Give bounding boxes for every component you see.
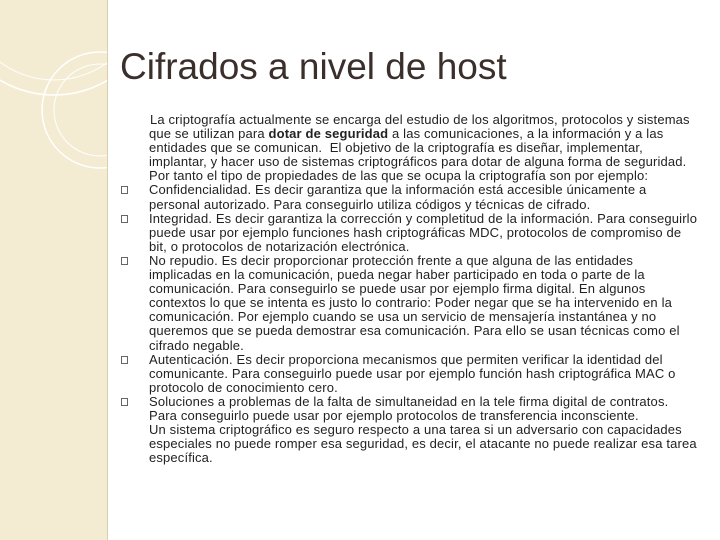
intro-text-start: La criptografía actualmente se encarga del estudio de los algoritmos, protocolos y sistemas que se utilizan para [149,112,690,142]
slide-body [118,113,698,465]
decorative-circle [0,0,107,95]
slide-title: Cifrados a nivel de host [120,46,507,87]
intro-bold-text: dotar de seguridad [268,126,389,142]
decorative-circles [0,0,107,540]
decorative-circle [0,0,107,80]
bullet-item-integridad [118,212,698,254]
bullet-text: Integridad. Es decir garantiza la corrección y completitud de la información. Para conseguirlo puede usar por ejemplo funciones hash criptográficas MDC, protocolos de compromiso de bit, o protocolos de notarización electrónica. [149,210,698,254]
bullet-item-autenticacion [118,353,698,395]
bullet-box-icon [121,398,128,406]
bullet-text: Confidencialidad. Es decir garantiza que la información está accesible únicamente a personal autorizado. Para conseguirlo utiliza códigos y técnicas de cifrado. [149,182,647,212]
bullet-item-confidencialidad [118,183,698,211]
intro-paragraph [118,113,698,183]
decorative-sidebar [0,0,107,540]
decorative-circle [54,64,107,156]
bullet-box-icon [121,356,128,364]
bullet-item-no-repudio [118,254,698,353]
bullet-text: Autenticación. Es decir proporciona mecanismos que permiten verificar la identidad del comunicante. Para conseguirlo puede usar por ejemplo función hash criptográfica MAC o protocolo de conocimiento cero. [149,351,676,395]
sidebar-divider [107,0,108,540]
bullet-text: No repudio. Es decir proporcionar protección frente a que alguna de las entidades implicadas en la comunicación, pueda negar haber participado en toda o parte de la comunicación. Para conseguirlo se puede usar por ejemplo firma digital. En algunos contextos lo que se intenta es justo lo contrario: Poder negar que se ha intervenido en la comunicación. Por ejemplo cuando se usa un servicio de mensajería instantánea y no queremos que se pueda demostrar esa comunicación. Para ello se usan técnicas como el cifrado negable. [149,252,680,353]
bullet-text: Soluciones a problemas de la falta de simultaneidad en la tele firma digital de contratos. Para conseguirlo puede usar por ejemplo protocolos de transferencia inconsciente. [149,393,669,423]
bullet-box-icon [121,257,128,265]
bullet-box-icon [121,186,128,194]
bullet-box-icon [121,215,128,223]
intro-text-end: a las comunicaciones, a la información y a las entidades que se comunican. El objetivo de la criptografía es diseñar, implementar, implantar, y hacer uso de sistemas criptográficos para dotar de alguna forma de seguridad. Por tanto el tipo de propiedades de las que se ocupa la criptografía son por ejemplo: [149,126,687,184]
closing-paragraph: Un sistema criptográfico es seguro respecto a una tarea si un adversario con capacidades especiales no puede romper esa seguridad, es decir, el atacante no puede realizar esa tarea específica. [149,422,697,466]
bullet-item-soluciones [118,395,698,423]
